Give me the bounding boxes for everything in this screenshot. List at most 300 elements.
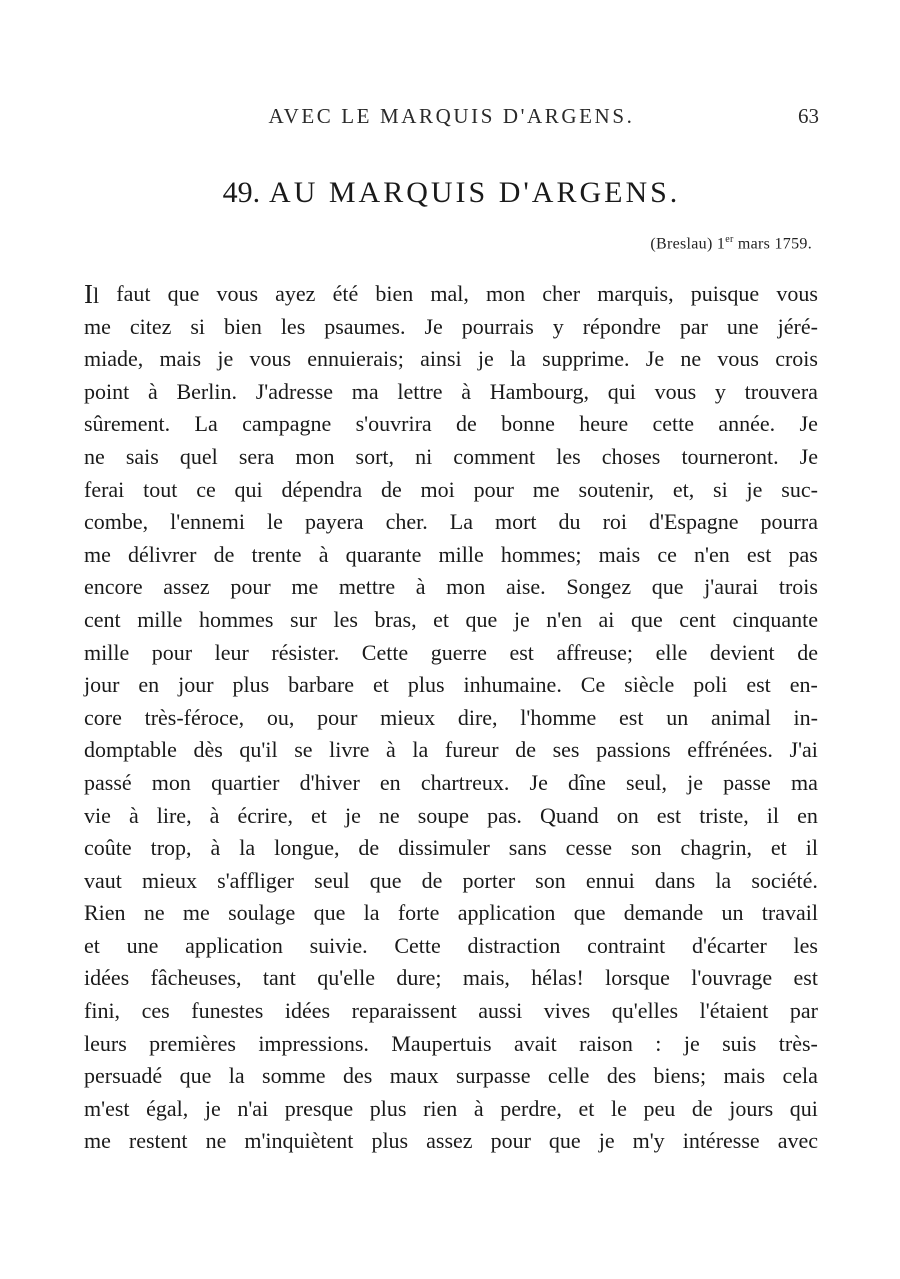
word: est bbox=[746, 541, 772, 567]
word: intéresse bbox=[682, 1128, 760, 1154]
word: lorsque bbox=[605, 965, 670, 991]
word: je bbox=[513, 606, 530, 632]
text-line bbox=[84, 408, 818, 441]
word: La bbox=[449, 509, 473, 535]
word: somme bbox=[262, 1063, 326, 1089]
word: J'adresse bbox=[255, 378, 333, 404]
word: passe bbox=[723, 769, 771, 795]
word: mille bbox=[438, 541, 484, 567]
word: pourra bbox=[760, 509, 818, 535]
word: plus bbox=[407, 672, 445, 698]
word: je bbox=[683, 1030, 700, 1056]
word: me bbox=[84, 1128, 111, 1154]
word: en- bbox=[789, 672, 818, 698]
word: année. bbox=[718, 411, 776, 437]
word: jours bbox=[729, 1095, 774, 1121]
word: à bbox=[461, 378, 472, 404]
word: payera bbox=[304, 509, 364, 535]
text-line bbox=[84, 800, 818, 833]
word: je bbox=[598, 1128, 615, 1154]
word: sur bbox=[290, 606, 317, 632]
word: égal, bbox=[146, 1095, 189, 1121]
word: les bbox=[333, 606, 358, 632]
text-line bbox=[84, 376, 818, 409]
word: passions bbox=[596, 737, 671, 763]
word: est bbox=[793, 965, 818, 991]
word: les bbox=[556, 443, 581, 469]
word: sort, bbox=[355, 443, 395, 469]
text-line bbox=[84, 832, 818, 865]
word: dîne bbox=[568, 769, 606, 795]
word: résister. bbox=[271, 639, 340, 665]
word: avec bbox=[777, 1128, 818, 1154]
word: Hambourg, bbox=[489, 378, 589, 404]
word: que bbox=[179, 1063, 212, 1089]
word: tant bbox=[262, 965, 296, 991]
text-line bbox=[84, 734, 818, 767]
word: mais bbox=[598, 541, 641, 567]
text-line bbox=[84, 962, 818, 995]
word: cela bbox=[782, 1063, 818, 1089]
word: me bbox=[291, 574, 319, 600]
word: jour bbox=[178, 672, 214, 698]
word: cesse bbox=[565, 835, 613, 861]
word: mon bbox=[151, 769, 191, 795]
page-number: 63 bbox=[798, 104, 819, 128]
word: on bbox=[616, 802, 639, 828]
word: je bbox=[687, 769, 704, 795]
word: tout bbox=[143, 476, 178, 502]
text-line bbox=[84, 604, 818, 637]
word: ne bbox=[84, 443, 105, 469]
word: ces bbox=[141, 998, 170, 1024]
word: la bbox=[715, 867, 732, 893]
word: seul, bbox=[626, 769, 667, 795]
word: vous bbox=[717, 346, 759, 372]
word: m'y bbox=[632, 1128, 665, 1154]
word: application bbox=[457, 900, 556, 926]
word: de bbox=[380, 476, 402, 502]
word: me bbox=[84, 541, 111, 567]
word: cher. bbox=[385, 509, 428, 535]
word: domptable bbox=[84, 737, 177, 763]
word: dure; bbox=[396, 965, 442, 991]
word: de bbox=[691, 1095, 713, 1121]
word: les bbox=[793, 932, 818, 958]
word: soutenir, bbox=[578, 476, 654, 502]
word: porter bbox=[462, 867, 516, 893]
word: supprime. bbox=[542, 346, 630, 372]
word: n'en bbox=[546, 606, 582, 632]
word: bonne bbox=[501, 411, 555, 437]
word: dans bbox=[654, 867, 696, 893]
word: je bbox=[477, 346, 494, 372]
word: est bbox=[746, 672, 771, 698]
word: lire, bbox=[156, 802, 192, 828]
word: Il bbox=[84, 279, 100, 309]
word: premières bbox=[149, 1030, 236, 1056]
word: animal bbox=[710, 704, 771, 730]
word: assez bbox=[426, 1128, 473, 1154]
word: psaumes. bbox=[324, 313, 406, 339]
word: l'ennemi bbox=[170, 509, 246, 535]
word: Je bbox=[799, 411, 818, 437]
word: trente bbox=[251, 541, 302, 567]
word: idées bbox=[284, 998, 331, 1024]
word: une bbox=[126, 932, 159, 958]
word: et bbox=[770, 835, 787, 861]
word: sera bbox=[238, 443, 275, 469]
word: le bbox=[611, 1095, 627, 1121]
word: La bbox=[194, 411, 218, 437]
word: cent bbox=[679, 606, 716, 632]
word: si bbox=[713, 476, 728, 502]
word: ce bbox=[196, 476, 216, 502]
word: en bbox=[797, 802, 818, 828]
word: vous bbox=[249, 346, 292, 372]
word: suc- bbox=[781, 476, 818, 502]
word: mettre bbox=[338, 574, 396, 600]
word: quel bbox=[179, 443, 218, 469]
word: me bbox=[84, 313, 111, 339]
word: affreuse; bbox=[556, 639, 634, 665]
word: m'inquiètent bbox=[244, 1128, 354, 1154]
word: devient bbox=[709, 639, 775, 665]
word: se bbox=[294, 737, 313, 763]
word: je bbox=[204, 1095, 221, 1121]
word: Je bbox=[529, 769, 548, 795]
word: ce bbox=[657, 541, 677, 567]
word: mais bbox=[159, 346, 202, 372]
word: à bbox=[318, 541, 329, 567]
word: hélas! bbox=[531, 965, 584, 991]
text-line bbox=[84, 441, 818, 474]
text-line bbox=[84, 897, 818, 930]
word: peu bbox=[643, 1095, 676, 1121]
word: d'Espagne bbox=[649, 509, 739, 535]
word: soupe bbox=[417, 802, 470, 828]
word: que bbox=[651, 574, 684, 600]
word: par bbox=[789, 998, 818, 1024]
word: Je bbox=[645, 346, 665, 372]
word: délivrer bbox=[128, 541, 197, 567]
word: jéré- bbox=[777, 313, 818, 339]
word: lettre bbox=[397, 378, 443, 404]
word: je bbox=[344, 802, 361, 828]
word: qui bbox=[234, 476, 263, 502]
word: cent bbox=[84, 606, 121, 632]
word: des bbox=[606, 1063, 637, 1089]
word: plus bbox=[369, 1095, 407, 1121]
letter-title: AU MARQUIS D'ARGENS. bbox=[269, 176, 681, 209]
word: pour bbox=[473, 476, 514, 502]
date-rest: mars 1759. bbox=[733, 235, 812, 253]
word: le bbox=[267, 509, 283, 535]
word: de bbox=[515, 737, 536, 763]
word: s'ouvrira bbox=[355, 411, 432, 437]
word: dépendra bbox=[281, 476, 363, 502]
word: trouvera bbox=[744, 378, 818, 404]
word: qu'elle bbox=[317, 965, 375, 991]
word: mieux bbox=[142, 867, 198, 893]
word: trois bbox=[778, 574, 818, 600]
word: surpasse bbox=[455, 1063, 531, 1089]
word: je bbox=[217, 346, 234, 372]
word: à bbox=[386, 737, 396, 763]
word: pas. bbox=[487, 802, 522, 828]
word: leurs bbox=[84, 1030, 127, 1056]
word: combe, bbox=[84, 509, 149, 535]
word: dissimuler bbox=[398, 835, 490, 861]
word: Ce bbox=[580, 672, 606, 698]
word: ou, bbox=[266, 704, 295, 730]
word: fâcheuses, bbox=[150, 965, 242, 991]
word: distraction bbox=[467, 932, 561, 958]
word: restent bbox=[128, 1128, 188, 1154]
word: par bbox=[679, 313, 708, 339]
word: Cette bbox=[394, 932, 441, 958]
word: Maupertuis bbox=[391, 1030, 492, 1056]
word: une bbox=[726, 313, 759, 339]
word: point bbox=[84, 378, 130, 404]
word: jour bbox=[84, 672, 120, 698]
word: bien bbox=[375, 281, 414, 306]
text-line bbox=[84, 1060, 818, 1093]
word: que bbox=[630, 606, 663, 632]
word: s'affliger bbox=[217, 867, 295, 893]
text-line bbox=[84, 311, 818, 344]
word: que bbox=[573, 900, 606, 926]
word: fureur bbox=[444, 737, 499, 763]
letter-heading bbox=[84, 176, 819, 210]
word: me bbox=[182, 900, 210, 926]
word: ai bbox=[598, 606, 615, 632]
word: longue, bbox=[274, 835, 340, 861]
word: heure bbox=[579, 411, 629, 437]
word: en bbox=[138, 672, 160, 698]
text-line bbox=[84, 343, 818, 376]
word: très-féroce, bbox=[144, 704, 245, 730]
word: n'en bbox=[694, 541, 730, 567]
word: vaut bbox=[84, 867, 122, 893]
text-line bbox=[84, 1093, 818, 1126]
word: fini, bbox=[84, 998, 121, 1024]
word: la bbox=[363, 900, 380, 926]
word: suivie. bbox=[309, 932, 368, 958]
word: y bbox=[714, 378, 726, 404]
word: et bbox=[311, 802, 327, 828]
word: passé bbox=[84, 769, 132, 795]
word: que bbox=[313, 900, 346, 926]
word: pour bbox=[151, 639, 193, 665]
word: son bbox=[535, 867, 566, 893]
word: citez bbox=[129, 313, 172, 339]
word: très- bbox=[778, 1030, 818, 1056]
word: que bbox=[548, 1128, 581, 1154]
word: que bbox=[167, 281, 200, 306]
word: avait bbox=[513, 1030, 557, 1056]
word: hommes; bbox=[500, 541, 582, 567]
word: mais, bbox=[462, 965, 510, 991]
word: ne bbox=[378, 802, 400, 828]
text-line bbox=[84, 506, 818, 539]
word: plus bbox=[371, 1128, 409, 1154]
word: cette bbox=[652, 411, 695, 437]
word: campagne bbox=[242, 411, 332, 437]
word: mon bbox=[295, 443, 335, 469]
word: seul bbox=[314, 867, 350, 893]
word: et bbox=[373, 672, 389, 698]
text-line bbox=[84, 702, 818, 735]
word: persuadé bbox=[84, 1063, 163, 1089]
word: hommes bbox=[198, 606, 274, 632]
word: ses bbox=[552, 737, 580, 763]
word: été bbox=[332, 281, 359, 306]
word: de bbox=[456, 411, 477, 437]
word: répondre bbox=[582, 313, 661, 339]
word: vie bbox=[84, 802, 111, 828]
word: inhumaine. bbox=[463, 672, 562, 698]
word: vous bbox=[776, 281, 818, 306]
word: à bbox=[147, 378, 158, 404]
word: pas bbox=[788, 541, 818, 567]
word: elle bbox=[655, 639, 688, 665]
word: quarante bbox=[345, 541, 422, 567]
text-line bbox=[84, 930, 818, 963]
word: que bbox=[465, 606, 498, 632]
word: la bbox=[412, 737, 429, 763]
word: à bbox=[473, 1095, 484, 1121]
word: pour bbox=[317, 704, 358, 730]
letter-dateline bbox=[650, 234, 812, 253]
word: ferai bbox=[84, 476, 125, 502]
word: mieux bbox=[380, 704, 436, 730]
word: de bbox=[213, 541, 235, 567]
word: il bbox=[766, 802, 780, 828]
word: Rien bbox=[84, 900, 126, 926]
word: trop, bbox=[150, 835, 192, 861]
word: moi bbox=[420, 476, 455, 502]
word: ennuierais; bbox=[307, 346, 404, 372]
word: me bbox=[532, 476, 560, 502]
word: l'étaient bbox=[699, 998, 769, 1024]
word: d'hiver bbox=[299, 769, 360, 795]
text-line bbox=[84, 571, 818, 604]
word: j'aurai bbox=[704, 574, 759, 600]
word: Cette bbox=[361, 639, 409, 665]
word: impressions. bbox=[258, 1030, 369, 1056]
word: crois bbox=[775, 346, 818, 372]
word: ne bbox=[205, 1128, 227, 1154]
word: la bbox=[239, 835, 256, 861]
text-line bbox=[84, 865, 818, 898]
word: la bbox=[228, 1063, 245, 1089]
word: guerre bbox=[430, 639, 487, 665]
word: sais bbox=[125, 443, 159, 469]
word: cher bbox=[542, 281, 581, 306]
text-line bbox=[84, 669, 818, 702]
word: plus bbox=[232, 672, 270, 698]
word: maux bbox=[389, 1063, 439, 1089]
word: est bbox=[656, 802, 682, 828]
word: mal, bbox=[430, 281, 469, 306]
word: : bbox=[655, 1030, 662, 1056]
word: ni bbox=[415, 443, 433, 469]
word: roi bbox=[602, 509, 628, 535]
running-title: AVEC LE MARQUIS D'ARGENS. bbox=[268, 104, 635, 128]
word: l'homme bbox=[520, 704, 597, 730]
word: encore bbox=[84, 574, 143, 600]
word: du bbox=[558, 509, 581, 535]
word: forte bbox=[397, 900, 440, 926]
word: tourneront. bbox=[681, 443, 779, 469]
word: mort bbox=[494, 509, 537, 535]
word: l'ouvrage bbox=[691, 965, 773, 991]
word: leur bbox=[214, 639, 249, 665]
word: dès bbox=[193, 737, 223, 763]
word: demande bbox=[623, 900, 704, 926]
word: idées bbox=[84, 965, 130, 991]
word: pourrais bbox=[461, 313, 534, 339]
word: rien bbox=[423, 1095, 458, 1121]
letter-number: 49. bbox=[222, 176, 261, 209]
word: m'est bbox=[84, 1095, 130, 1121]
word: d'écarter bbox=[692, 932, 767, 958]
letter-body bbox=[84, 278, 818, 1158]
word: reparaissent bbox=[351, 998, 457, 1024]
word: est bbox=[619, 704, 644, 730]
word: qui bbox=[789, 1095, 818, 1121]
word: mon bbox=[446, 574, 486, 600]
word: vives bbox=[543, 998, 591, 1024]
word: mais bbox=[723, 1063, 766, 1089]
word: de bbox=[358, 835, 380, 861]
word: in- bbox=[793, 704, 818, 730]
word: ma bbox=[351, 378, 379, 404]
word: barbare bbox=[288, 672, 355, 698]
word: perdre, bbox=[500, 1095, 562, 1121]
word: triste, bbox=[699, 802, 749, 828]
word: vous bbox=[654, 378, 697, 404]
word: raison bbox=[579, 1030, 633, 1056]
text-line bbox=[84, 474, 818, 507]
word: la bbox=[510, 346, 526, 372]
word: qu'il bbox=[239, 737, 278, 763]
word: ainsi bbox=[420, 346, 462, 372]
word: de bbox=[797, 639, 818, 665]
word: marquis, bbox=[597, 281, 674, 306]
word: ne bbox=[680, 346, 702, 372]
word: les bbox=[280, 313, 306, 339]
word: à bbox=[128, 802, 139, 828]
date-superscript: er bbox=[725, 234, 734, 245]
word: pour bbox=[490, 1128, 531, 1154]
word: si bbox=[190, 313, 206, 339]
word: en bbox=[379, 769, 401, 795]
word: Berlin. bbox=[176, 378, 237, 404]
word: pour bbox=[230, 574, 271, 600]
word: soulage bbox=[228, 900, 296, 926]
word: coûte bbox=[84, 835, 132, 861]
word: à bbox=[209, 802, 220, 828]
word: ennui bbox=[585, 867, 635, 893]
word: funestes bbox=[191, 998, 264, 1024]
word: sûrement. bbox=[84, 411, 171, 437]
drop-cap: I bbox=[84, 279, 93, 309]
text-line bbox=[84, 539, 818, 572]
word: dire, bbox=[457, 704, 498, 730]
word: des bbox=[342, 1063, 373, 1089]
